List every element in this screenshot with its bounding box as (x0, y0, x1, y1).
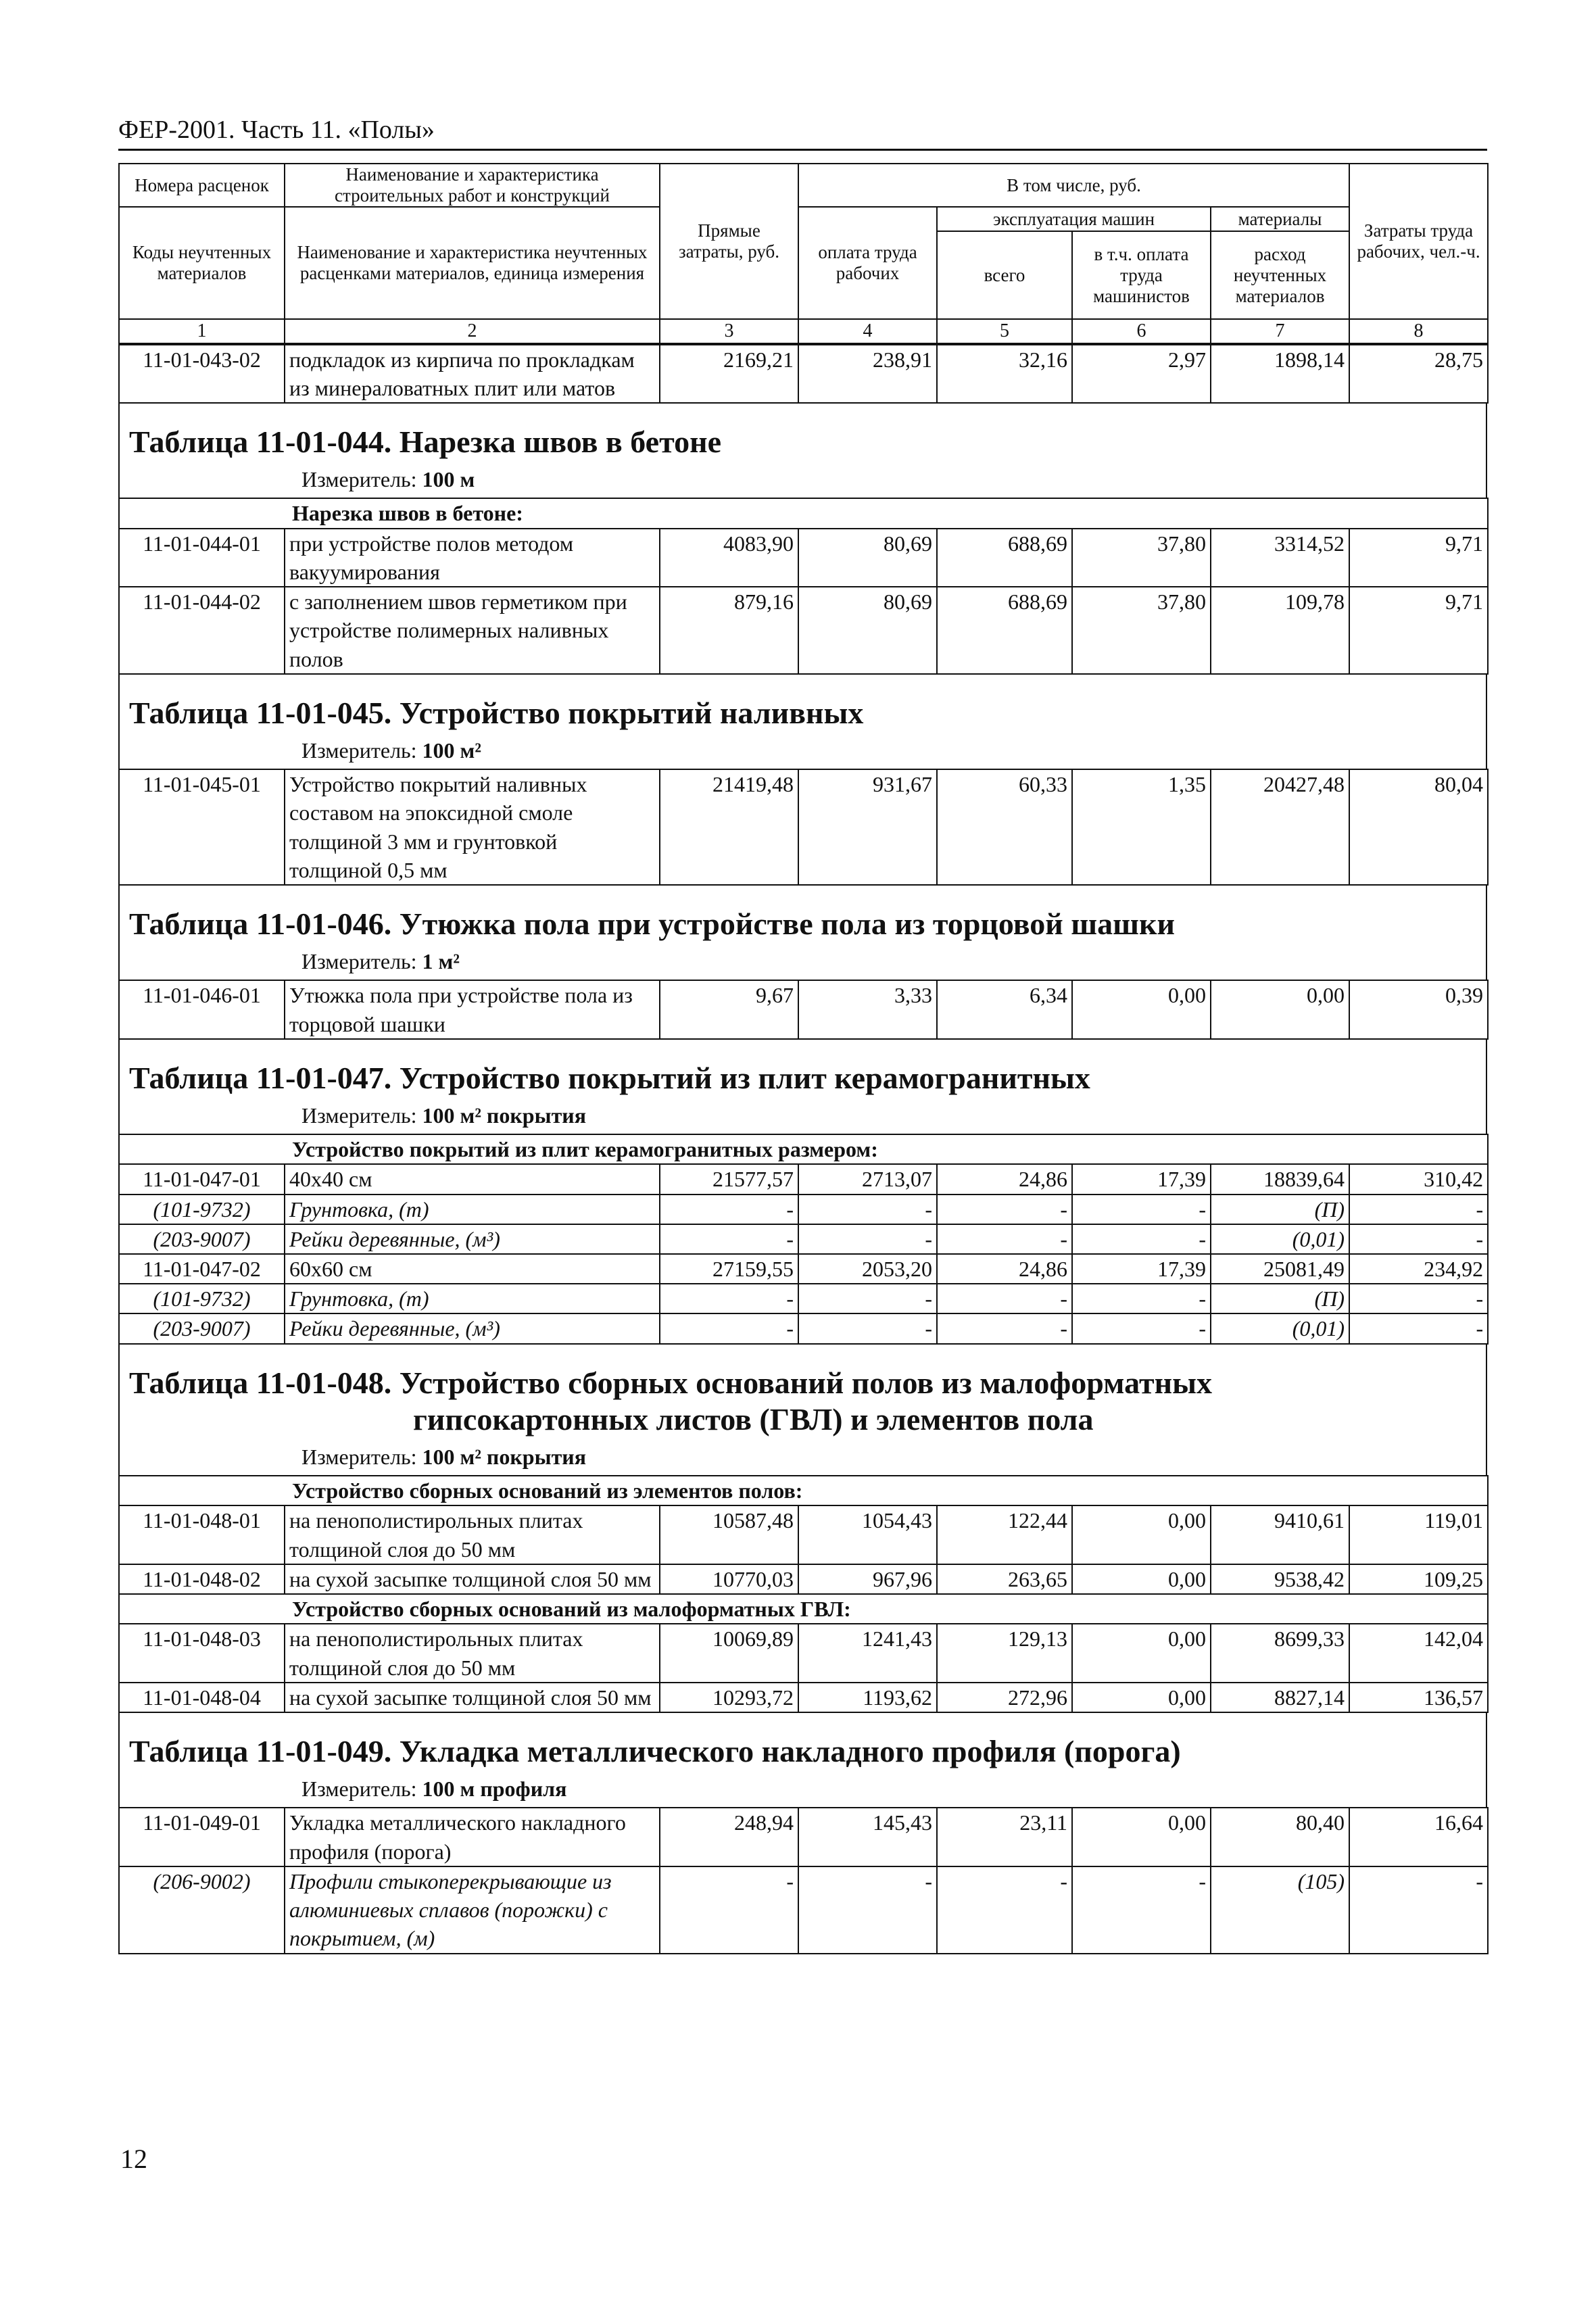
direct-cost: 21419,48 (660, 769, 798, 885)
labor-hours: 9,71 (1349, 587, 1488, 674)
machines-operator: - (1072, 1284, 1211, 1313)
materials: (105) (1211, 1866, 1349, 1954)
header-machines-operator: в т.ч. оплата труда машинистов (1072, 231, 1211, 319)
labor-hours: 28,75 (1349, 345, 1488, 403)
table-row (119, 1808, 1488, 1866)
table-row (119, 1195, 1488, 1224)
machines-total: - (937, 1866, 1072, 1954)
col-num: 7 (1211, 319, 1349, 343)
table-048-heading (118, 1345, 1487, 1476)
machines-operator: 0,00 (1072, 1505, 1211, 1564)
labor-pay: 967,96 (798, 1564, 937, 1594)
rate-name: при устройстве полов методом вакуумирования (285, 529, 660, 587)
materials: 109,78 (1211, 587, 1349, 674)
labor-hours: 136,57 (1349, 1683, 1488, 1712)
table-row (119, 1866, 1488, 1954)
materials: 80,40 (1211, 1808, 1349, 1866)
labor-pay: 238,91 (798, 345, 937, 403)
table-row (119, 1164, 1488, 1194)
measure-unit (129, 1438, 1486, 1472)
rate-name: 40x40 см (285, 1164, 660, 1194)
measure-unit (129, 460, 1486, 495)
labor-hours: 0,39 (1349, 980, 1488, 1038)
machines-total: 32,16 (937, 345, 1072, 403)
materials: 25081,49 (1211, 1254, 1349, 1284)
table-046-heading (118, 886, 1487, 980)
direct-cost: 10587,48 (660, 1505, 798, 1564)
materials: (П) (1211, 1195, 1349, 1224)
table-title: Таблица 11-01-047. Устройство покрытий из плит керамогранитных (129, 1060, 1090, 1095)
col-num: 2 (285, 319, 660, 343)
labor-pay: 2053,20 (798, 1254, 937, 1284)
materials: 3314,52 (1211, 529, 1349, 587)
rate-name: с заполнением швов герметиком при устройстве полимерных наливных полов (285, 587, 660, 674)
measure-label: Измеритель: (301, 738, 417, 763)
section-subheader: Устройство сборных оснований из элементов полов: (119, 1476, 1488, 1505)
machines-total: 688,69 (937, 529, 1072, 587)
labor-hours: - (1349, 1866, 1488, 1954)
direct-cost: - (660, 1313, 798, 1343)
materials: (П) (1211, 1284, 1349, 1313)
machines-operator: 0,00 (1072, 1683, 1211, 1712)
labor-hours: 16,64 (1349, 1808, 1488, 1866)
table-049 (118, 1807, 1489, 1954)
table-044-heading (118, 404, 1487, 498)
materials: 9410,61 (1211, 1505, 1349, 1564)
materials: (0,01) (1211, 1224, 1349, 1254)
direct-cost: 10293,72 (660, 1683, 798, 1712)
header-machines-total: всего (937, 231, 1072, 319)
materials: (0,01) (1211, 1313, 1349, 1343)
col-num: 1 (119, 319, 285, 343)
direct-cost: 879,16 (660, 587, 798, 674)
header-codes-top: Номера расценок (119, 164, 285, 207)
labor-pay: 1241,43 (798, 1624, 937, 1682)
header-machines: эксплуатация машин (937, 207, 1211, 231)
material-code: (203-9007) (119, 1224, 285, 1254)
machines-total: 6,34 (937, 980, 1072, 1038)
table-row (119, 345, 1488, 403)
rate-code: 11-01-048-02 (119, 1564, 285, 1594)
table-title: Таблица 11-01-049. Укладка металлического накладного профиля (порога) (129, 1734, 1181, 1769)
machines-operator: 0,00 (1072, 1624, 1211, 1682)
page-number: 12 (120, 2144, 147, 2174)
rate-code: 11-01-043-02 (119, 345, 285, 403)
labor-hours: - (1349, 1284, 1488, 1313)
measure-unit (129, 1096, 1486, 1131)
measure-label: Измеритель: (301, 467, 417, 492)
direct-cost: 10069,89 (660, 1624, 798, 1682)
measure-value: 100 м² покрытия (422, 1445, 587, 1470)
machines-total: 23,11 (937, 1808, 1072, 1866)
rate-code: 11-01-049-01 (119, 1808, 285, 1866)
header-materials: материалы (1211, 207, 1349, 231)
rate-name: 60x60 см (285, 1254, 660, 1284)
rate-name: Устройство покрытий наливных составом на эпоксидной смоле толщиной 3 мм и грунтовкой толщиной 0,5 мм (285, 769, 660, 885)
header-labor-cost: Затраты труда рабочих, чел.-ч. (1349, 164, 1488, 319)
rate-name: Укладка металлического накладного профиля (порога) (285, 1808, 660, 1866)
measure-value: 100 м² (422, 738, 481, 763)
labor-pay: 3,33 (798, 980, 937, 1038)
rate-code: 11-01-045-01 (119, 769, 285, 885)
header-name-bottom: Наименование и характеристика неучтенных расценками материалов, единица измерения (285, 207, 660, 319)
rate-name: подкладок из кирпича по прокладкам из минераловатных плит или матов (285, 345, 660, 403)
table-row (119, 1284, 1488, 1313)
machines-operator: - (1072, 1313, 1211, 1343)
direct-cost: 21577,57 (660, 1164, 798, 1194)
rate-name: на сухой засыпке толщиной слоя 50 мм (285, 1683, 660, 1712)
measure-unit (129, 731, 1486, 766)
machines-operator: - (1072, 1866, 1211, 1954)
labor-pay: - (798, 1195, 937, 1224)
col-num: 4 (798, 319, 937, 343)
labor-hours: 9,71 (1349, 529, 1488, 587)
rate-code: 11-01-046-01 (119, 980, 285, 1038)
materials: 9538,42 (1211, 1564, 1349, 1594)
rate-code: 11-01-044-01 (119, 529, 285, 587)
header-direct-costs: Прямые затраты, руб. (660, 164, 798, 319)
machines-total: 129,13 (937, 1624, 1072, 1682)
measure-value: 1 м² (422, 949, 460, 974)
machines-total: - (937, 1284, 1072, 1313)
labor-pay: - (798, 1284, 937, 1313)
machines-total: - (937, 1195, 1072, 1224)
table-048 (118, 1475, 1489, 1713)
rate-name: Утюжка пола при устройстве пола из торцовой шашки (285, 980, 660, 1038)
table-title: Таблица 11-01-046. Утюжка пола при устройстве пола из торцовой шашки (129, 907, 1175, 942)
materials: 18839,64 (1211, 1164, 1349, 1194)
labor-pay: 1054,43 (798, 1505, 937, 1564)
section-subheader: Устройство покрытий из плит керамогранитных размером: (119, 1134, 1488, 1164)
material-name: Грунтовка, (т) (285, 1284, 660, 1313)
column-header-table (118, 163, 1489, 344)
rate-code: 11-01-044-02 (119, 587, 285, 674)
machines-operator: 0,00 (1072, 1808, 1211, 1866)
machines-total: 263,65 (937, 1564, 1072, 1594)
header-name-top: Наименование и характеристика строительных работ и конструкций (285, 164, 660, 207)
machines-total: - (937, 1313, 1072, 1343)
header-labor-pay: оплата труда рабочих (798, 207, 937, 319)
table-047-heading (118, 1040, 1487, 1134)
machines-operator: 1,35 (1072, 769, 1211, 885)
materials: 20427,48 (1211, 769, 1349, 885)
labor-hours: 119,01 (1349, 1505, 1488, 1564)
measure-unit (129, 942, 1486, 977)
measure-unit (129, 1770, 1486, 1804)
machines-total: 272,96 (937, 1683, 1072, 1712)
direct-cost: 2169,21 (660, 345, 798, 403)
measure-label: Измеритель: (301, 1777, 417, 1802)
machines-operator: 17,39 (1072, 1254, 1211, 1284)
machines-total: 24,86 (937, 1254, 1072, 1284)
labor-hours: - (1349, 1195, 1488, 1224)
labor-pay: 2713,07 (798, 1164, 937, 1194)
material-name: Профили стыкоперекрывающие из алюминиевых сплавов (порожки) с покрытием, (м) (285, 1866, 660, 1954)
materials: 8827,14 (1211, 1683, 1349, 1712)
measure-label: Измеритель: (301, 1445, 417, 1470)
labor-pay: - (798, 1866, 937, 1954)
table-row (119, 1683, 1488, 1712)
table-045-heading (118, 675, 1487, 769)
labor-hours: 109,25 (1349, 1564, 1488, 1594)
labor-hours: - (1349, 1224, 1488, 1254)
table-row (119, 1313, 1488, 1343)
header-codes-bottom: Коды неучтенных материалов (119, 207, 285, 319)
col-num: 3 (660, 319, 798, 343)
labor-pay: - (798, 1313, 937, 1343)
rate-name: на пенополистирольных плитах толщиной слоя до 50 мм (285, 1505, 660, 1564)
table-row (119, 1624, 1488, 1682)
table-row (119, 769, 1488, 885)
direct-cost: 9,67 (660, 980, 798, 1038)
direct-cost: 10770,03 (660, 1564, 798, 1594)
labor-pay: 80,69 (798, 529, 937, 587)
table-046 (118, 980, 1489, 1039)
material-name: Грунтовка, (т) (285, 1195, 660, 1224)
labor-pay: 1193,62 (798, 1683, 937, 1712)
labor-hours: 80,04 (1349, 769, 1488, 885)
table-title-line2: гипсокартонных листов (ГВЛ) и элементов пола (413, 1401, 1094, 1437)
section-subheader: Нарезка швов в бетоне: (119, 498, 1488, 528)
running-head: ФЕР-2001. Часть 11. «Полы» (118, 115, 1487, 151)
direct-cost: 27159,55 (660, 1254, 798, 1284)
material-name: Рейки деревянные, (м³) (285, 1313, 660, 1343)
material-code: (203-9007) (119, 1313, 285, 1343)
material-code: (101-9732) (119, 1195, 285, 1224)
machines-total: - (937, 1224, 1072, 1254)
materials: 8699,33 (1211, 1624, 1349, 1682)
direct-cost: - (660, 1284, 798, 1313)
table-row (119, 587, 1488, 674)
labor-pay: 931,67 (798, 769, 937, 885)
rate-code: 11-01-048-01 (119, 1505, 285, 1564)
machines-operator: - (1072, 1195, 1211, 1224)
materials: 1898,14 (1211, 345, 1349, 403)
table-row (119, 1564, 1488, 1594)
materials: 0,00 (1211, 980, 1349, 1038)
table-row (119, 1505, 1488, 1564)
material-code: (101-9732) (119, 1284, 285, 1313)
table-row (119, 529, 1488, 587)
labor-hours: 310,42 (1349, 1164, 1488, 1194)
rate-name: на пенополистирольных плитах толщиной слоя до 50 мм (285, 1624, 660, 1682)
measure-label: Измеритель: (301, 1103, 417, 1128)
continuation-table (118, 344, 1489, 404)
direct-cost: 248,94 (660, 1808, 798, 1866)
table-title: Таблица 11-01-044. Нарезка швов в бетоне (129, 425, 721, 460)
machines-total: 122,44 (937, 1505, 1072, 1564)
direct-cost: - (660, 1224, 798, 1254)
labor-hours: - (1349, 1313, 1488, 1343)
table-044 (118, 498, 1489, 674)
measure-value: 100 м (422, 467, 475, 492)
measure-label: Измеритель: (301, 949, 417, 974)
labor-pay: - (798, 1224, 937, 1254)
col-num: 5 (937, 319, 1072, 343)
rate-code: 11-01-048-04 (119, 1683, 285, 1712)
section-subheader: Устройство сборных оснований из малоформатных ГВЛ: (119, 1594, 1488, 1624)
table-row (119, 980, 1488, 1038)
material-name: Рейки деревянные, (м³) (285, 1224, 660, 1254)
table-045 (118, 769, 1489, 886)
table-row (119, 1254, 1488, 1284)
rate-name: на сухой засыпке толщиной слоя 50 мм (285, 1564, 660, 1594)
machines-total: 688,69 (937, 587, 1072, 674)
col-num: 6 (1072, 319, 1211, 343)
rate-code: 11-01-048-03 (119, 1624, 285, 1682)
material-code: (206-9002) (119, 1866, 285, 1954)
measure-value: 100 м профиля (422, 1777, 567, 1802)
machines-operator: 2,97 (1072, 345, 1211, 403)
machines-operator: 0,00 (1072, 980, 1211, 1038)
table-row (119, 1224, 1488, 1254)
machines-operator: 37,80 (1072, 587, 1211, 674)
labor-pay: 80,69 (798, 587, 937, 674)
machines-total: 60,33 (937, 769, 1072, 885)
table-049-heading (118, 1713, 1487, 1807)
labor-hours: 142,04 (1349, 1624, 1488, 1682)
direct-cost: - (660, 1866, 798, 1954)
measure-value: 100 м² покрытия (422, 1103, 587, 1128)
table-047 (118, 1134, 1489, 1345)
col-num: 8 (1349, 319, 1488, 343)
machines-operator: 17,39 (1072, 1164, 1211, 1194)
header-materials-sub: расход неучтенных материалов (1211, 231, 1349, 319)
table-title-line1: Таблица 11-01-048. Устройство сборных оснований полов из малоформатных (129, 1365, 1212, 1400)
header-including: В том числе, руб. (798, 164, 1349, 207)
rate-code: 11-01-047-02 (119, 1254, 285, 1284)
labor-hours: 234,92 (1349, 1254, 1488, 1284)
direct-cost: 4083,90 (660, 529, 798, 587)
machines-operator: 37,80 (1072, 529, 1211, 587)
labor-pay: 145,43 (798, 1808, 937, 1866)
table-title: Таблица 11-01-045. Устройство покрытий наливных (129, 695, 864, 730)
machines-total: 24,86 (937, 1164, 1072, 1194)
direct-cost: - (660, 1195, 798, 1224)
page (118, 115, 1487, 1954)
rate-code: 11-01-047-01 (119, 1164, 285, 1194)
machines-operator: 0,00 (1072, 1564, 1211, 1594)
machines-operator: - (1072, 1224, 1211, 1254)
